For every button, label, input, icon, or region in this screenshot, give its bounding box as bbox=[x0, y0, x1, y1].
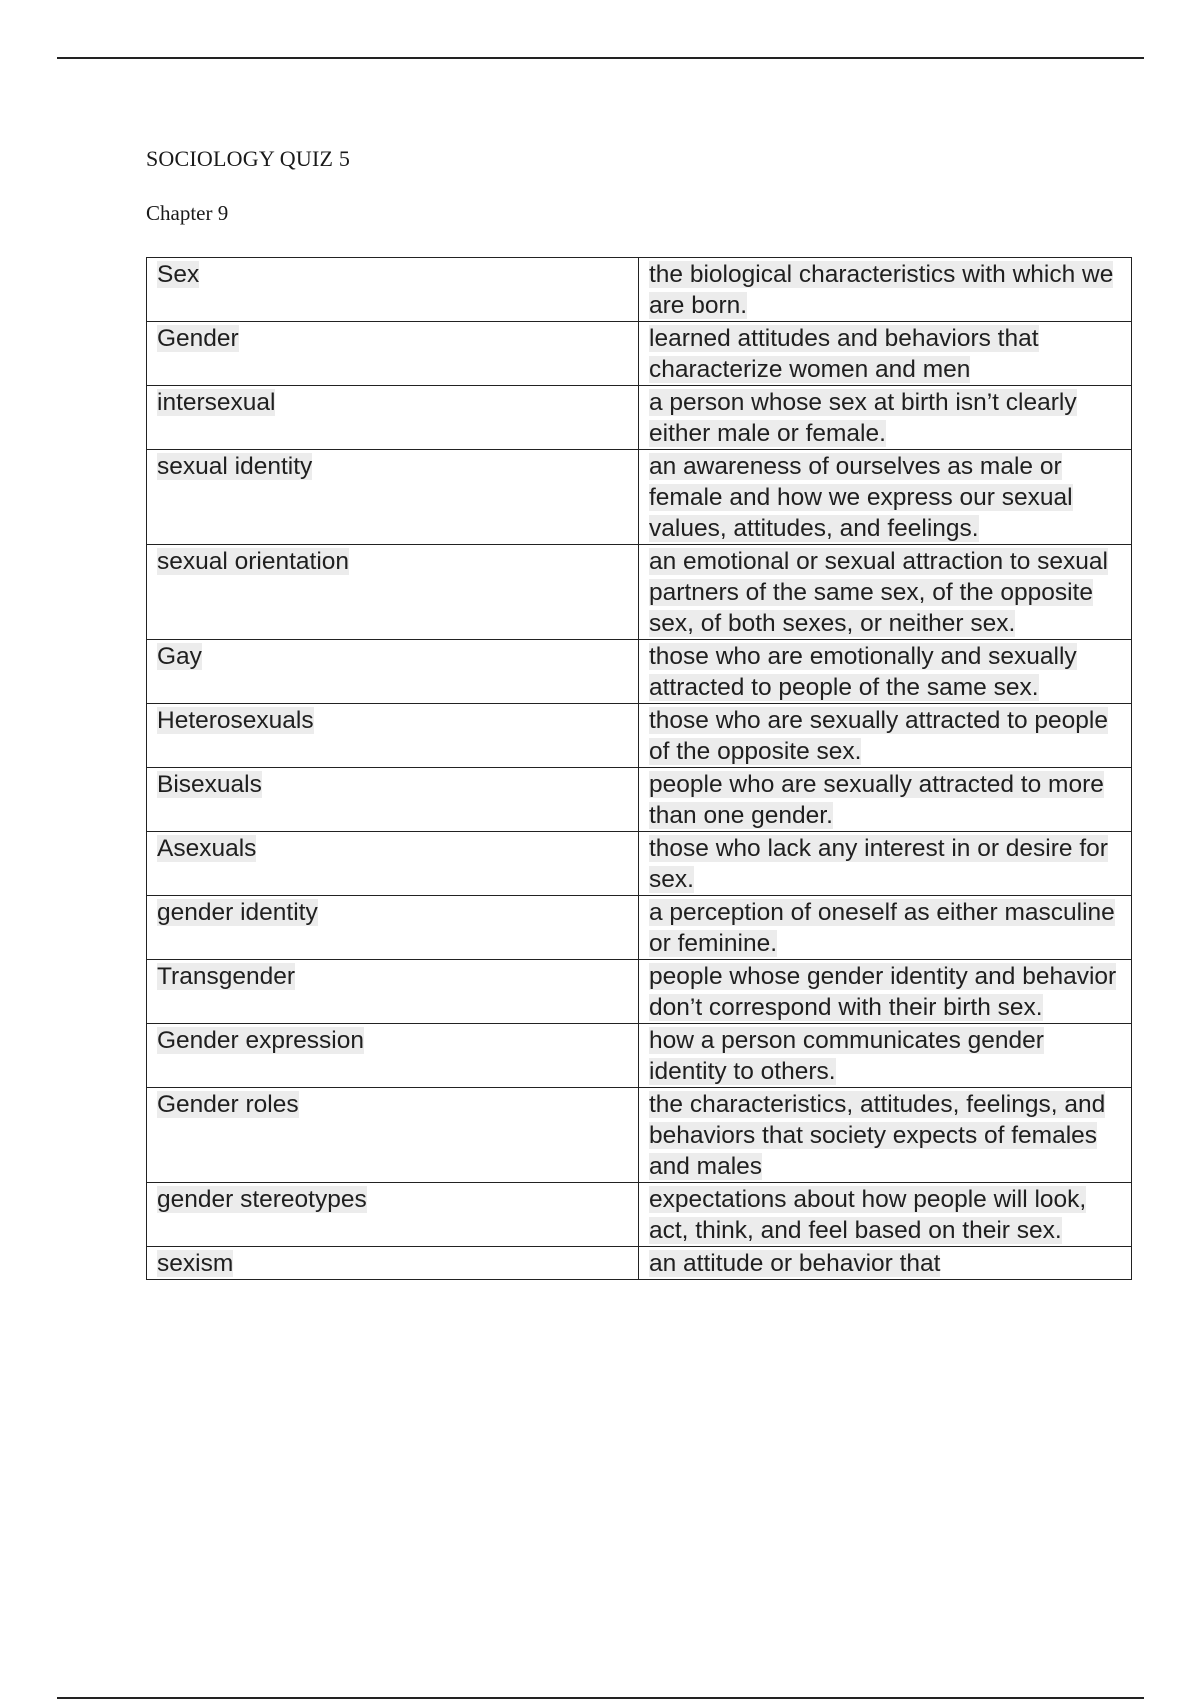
table-row bbox=[147, 832, 1132, 896]
definition-text: expectations about how people will look, act, think, and feel based on their sex. bbox=[649, 1186, 1087, 1244]
bottom-rule bbox=[57, 1697, 1144, 1699]
page-title: SOCIOLOGY QUIZ 5 bbox=[146, 146, 351, 171]
definition-cell bbox=[639, 322, 1132, 386]
table-row bbox=[147, 960, 1132, 1024]
term-cell bbox=[147, 960, 639, 1024]
table-row bbox=[147, 1183, 1132, 1247]
definition-text: people whose gender identity and behavior don’t correspond with their birth sex. bbox=[649, 963, 1117, 1021]
definition-text: how a person communicates gender identity to others. bbox=[649, 1027, 1044, 1085]
term-cell bbox=[147, 1183, 639, 1247]
table-row bbox=[147, 386, 1132, 450]
definition-text: an awareness of ourselves as male or female and how we express our sexual values, attitudes, and feelings. bbox=[649, 453, 1073, 542]
definition-text: a perception of oneself as either masculine or feminine. bbox=[649, 899, 1115, 957]
term-cell bbox=[147, 1247, 639, 1280]
term-text: gender stereotypes bbox=[157, 1186, 367, 1213]
table-row bbox=[147, 1024, 1132, 1088]
term-text: Sex bbox=[157, 261, 200, 288]
table-row bbox=[147, 704, 1132, 768]
term-text: Gender roles bbox=[157, 1091, 299, 1118]
term-cell bbox=[147, 450, 639, 545]
table-row bbox=[147, 322, 1132, 386]
definition-cell bbox=[639, 450, 1132, 545]
table-row bbox=[147, 1247, 1132, 1280]
term-cell bbox=[147, 640, 639, 704]
table-row bbox=[147, 768, 1132, 832]
term-cell bbox=[147, 1024, 639, 1088]
definition-cell bbox=[639, 640, 1132, 704]
definition-cell bbox=[639, 896, 1132, 960]
chapter-subtitle: Chapter 9 bbox=[146, 201, 229, 225]
term-cell bbox=[147, 768, 639, 832]
term-cell bbox=[147, 322, 639, 386]
term-cell bbox=[147, 386, 639, 450]
table-row bbox=[147, 545, 1132, 640]
term-text: sexism bbox=[157, 1250, 234, 1277]
definition-text: the biological characteristics with which we are born. bbox=[649, 261, 1114, 319]
term-text: Asexuals bbox=[157, 835, 257, 862]
term-text: Bisexuals bbox=[157, 771, 262, 798]
term-cell bbox=[147, 545, 639, 640]
definition-text: those who lack any interest in or desire for sex. bbox=[649, 835, 1108, 893]
term-text: Gender expression bbox=[157, 1027, 365, 1054]
definition-cell bbox=[639, 960, 1132, 1024]
term-text: intersexual bbox=[157, 389, 276, 416]
term-text: Gay bbox=[157, 643, 202, 670]
definition-cell bbox=[639, 258, 1132, 322]
term-cell bbox=[147, 1088, 639, 1183]
table-row bbox=[147, 258, 1132, 322]
definition-text: the characteristics, attitudes, feelings, and behaviors that society expects of females and males bbox=[649, 1091, 1106, 1180]
glossary-table bbox=[146, 257, 1132, 1280]
definition-text: those who are sexually attracted to people of the opposite sex. bbox=[649, 707, 1108, 765]
term-cell bbox=[147, 258, 639, 322]
definition-cell bbox=[639, 768, 1132, 832]
definition-cell bbox=[639, 386, 1132, 450]
definition-text: an attitude or behavior that bbox=[649, 1250, 941, 1277]
definition-cell bbox=[639, 832, 1132, 896]
table-row bbox=[147, 450, 1132, 545]
definition-cell bbox=[639, 1024, 1132, 1088]
table-row bbox=[147, 896, 1132, 960]
definition-text: those who are emotionally and sexually attracted to people of the same sex. bbox=[649, 643, 1077, 701]
table-row bbox=[147, 640, 1132, 704]
term-text: gender identity bbox=[157, 899, 318, 926]
term-cell bbox=[147, 704, 639, 768]
definition-text: people who are sexually attracted to more than one gender. bbox=[649, 771, 1104, 829]
definition-cell bbox=[639, 1247, 1132, 1280]
term-text: Heterosexuals bbox=[157, 707, 314, 734]
definition-cell bbox=[639, 545, 1132, 640]
term-cell bbox=[147, 832, 639, 896]
definition-cell bbox=[639, 1183, 1132, 1247]
term-cell bbox=[147, 896, 639, 960]
definition-text: an emotional or sexual attraction to sexual partners of the same sex, of the opposite sex, of both sexes, or neither sex. bbox=[649, 548, 1108, 637]
top-rule bbox=[57, 57, 1144, 59]
definition-text: a person whose sex at birth isn’t clearly either male or female. bbox=[649, 389, 1077, 447]
term-text: sexual orientation bbox=[157, 548, 350, 575]
term-text: Gender bbox=[157, 325, 239, 352]
term-text: Transgender bbox=[157, 963, 296, 990]
definition-cell bbox=[639, 704, 1132, 768]
definition-cell bbox=[639, 1088, 1132, 1183]
definition-text: learned attitudes and behaviors that characterize women and men bbox=[649, 325, 1039, 383]
term-text: sexual identity bbox=[157, 453, 313, 480]
table-row bbox=[147, 1088, 1132, 1183]
